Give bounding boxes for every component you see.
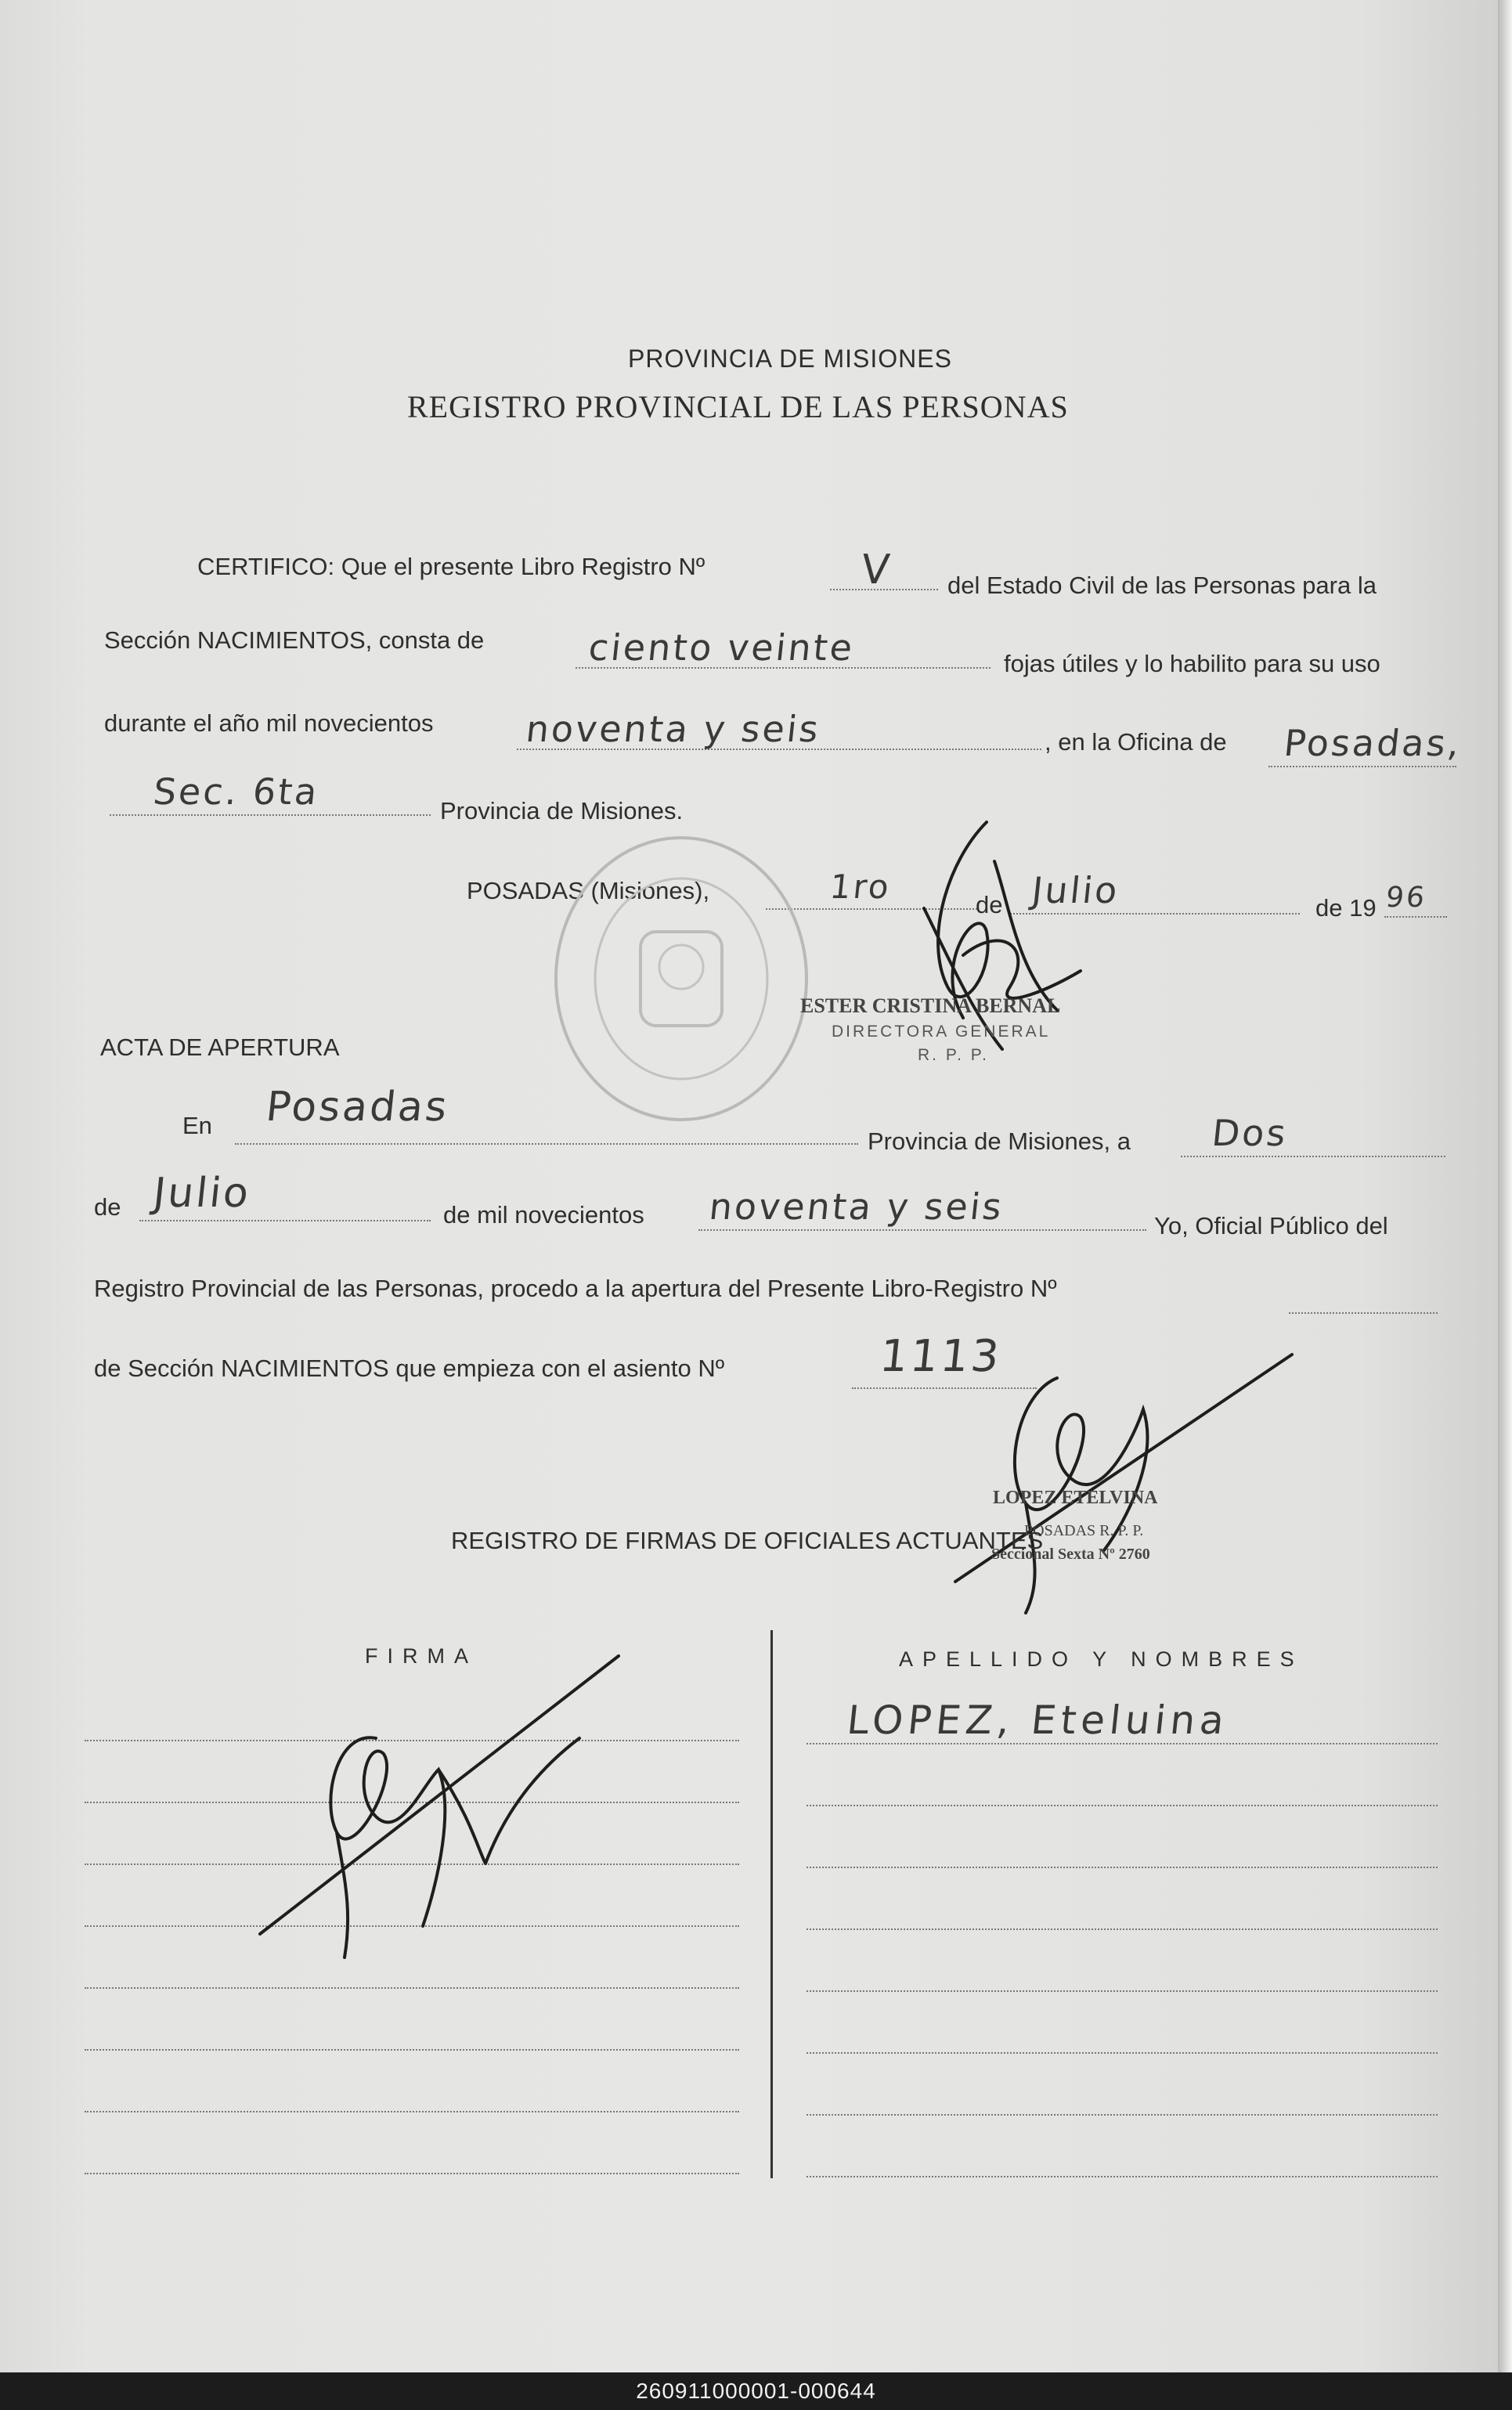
opening-place-handwritten: Posadas [263,1084,452,1131]
cert-line2-b: fojas útiles y lo habilito para su uso [1004,650,1380,677]
date-year-prefix: de 19 [1315,894,1377,922]
opening-month-handwritten: Julio [150,1170,254,1217]
firma-row-line [85,1987,739,1989]
opening-en: En [182,1112,212,1139]
official-signature-icon [924,1315,1300,1629]
director-unit: R. P. P. [918,1046,989,1064]
opening-month-dots [139,1220,431,1221]
firma-row-line [85,2111,739,2112]
opening-line3: Registro Provincial de las Personas, procedo a la apertura del Presente Libro-Registro Nº [94,1275,1057,1302]
opening-year-dots [698,1229,1146,1231]
col-nombres-header: APELLIDO Y NOMBRES [899,1647,1304,1671]
nombre-row-line [807,1805,1438,1806]
opening-title: ACTA DE APERTURA [100,1034,340,1061]
opening-day-handwritten: Dos [1210,1112,1290,1154]
scan-code-footer: 260911000001-000644 [0,2372,1512,2410]
opening-day-dots [1181,1156,1445,1157]
director-title: DIRECTORA GENERAL [832,1023,1051,1041]
entry-number-handwritten: 1113 [877,1331,1004,1382]
nombre-row-line [807,1743,1438,1744]
opening-mil: de mil novecientos [443,1201,644,1228]
province-heading: PROVINCIA DE MISIONES [628,345,952,373]
section-dots [110,814,431,816]
opening-place-dots [235,1143,858,1145]
book-number-handwritten: V [858,547,894,593]
section-handwritten: Sec. 6ta [151,770,322,813]
year-suffix-handwritten: 96 [1384,882,1428,914]
column-divider [770,1630,773,2178]
cert-line4: Provincia de Misiones. [440,797,684,824]
nombre-row-line [807,1928,1438,1930]
office-dots [1268,766,1456,767]
firma-row-line [85,2173,739,2174]
signatures-title: REGISTRO DE FIRMAS DE OFICIALES ACTUANTES [451,1527,1044,1554]
page-edge [1498,0,1512,2372]
opening-de: de [94,1193,121,1221]
nombre-row-line [807,2052,1438,2054]
opening-province: Provincia de Misiones, a [868,1127,1131,1155]
cert-line1-b: del Estado Civil de las Personas para la [947,572,1377,599]
official-stamp-office: POSADAS R. P. P. [1024,1522,1144,1539]
office-handwritten: Posadas, [1282,722,1464,764]
official-stamp-section: Seccional Sexta Nº 2760 [991,1546,1150,1563]
registry-heading: REGISTRO PROVINCIAL DE LAS PERSONAS [407,389,1069,424]
cert-line1-a: CERTIFICO: Que el presente Libro Registro Nº [197,553,705,580]
firma-row-line [85,2049,739,2051]
opening-line4: de Sección NACIMIENTOS que empieza con el asiento Nº [94,1355,725,1382]
nombre-row-line [807,2114,1438,2116]
opening-book-dots [1289,1312,1438,1314]
register-entry-name: LOPEZ, Eteluina [844,1697,1232,1743]
day-handwritten: 1ro [828,868,893,906]
place-date: POSADAS (Misiones), [467,877,710,904]
opening-oficial: Yo, Oficial Público del [1154,1212,1388,1239]
cert-line2-a: Sección NACIMIENTOS, consta de [104,626,485,654]
cert-line3-a: durante el año mil novecientos [104,709,434,737]
month-handwritten: Julio [1030,869,1122,911]
year-handwritten: noventa y seis [524,708,823,750]
nombre-row-line [807,2176,1438,2177]
nombre-row-line [807,1867,1438,1868]
col-firma-header: FIRMA [365,1644,478,1668]
opening-year-handwritten: noventa y seis [707,1185,1006,1228]
register-signature-icon [251,1644,642,1973]
date-de: de [976,891,1003,918]
cert-line3-b: , en la Oficina de [1045,728,1227,756]
director-name: ESTER CRISTINA BERNAL [800,994,1061,1017]
folios-handwritten: ciento veinte [586,626,857,669]
nombre-row-line [807,1990,1438,1992]
year-suffix-dots [1384,916,1447,918]
government-seal-icon [548,830,814,1127]
official-stamp-name: LOPEZ ETELVINA [993,1488,1158,1508]
